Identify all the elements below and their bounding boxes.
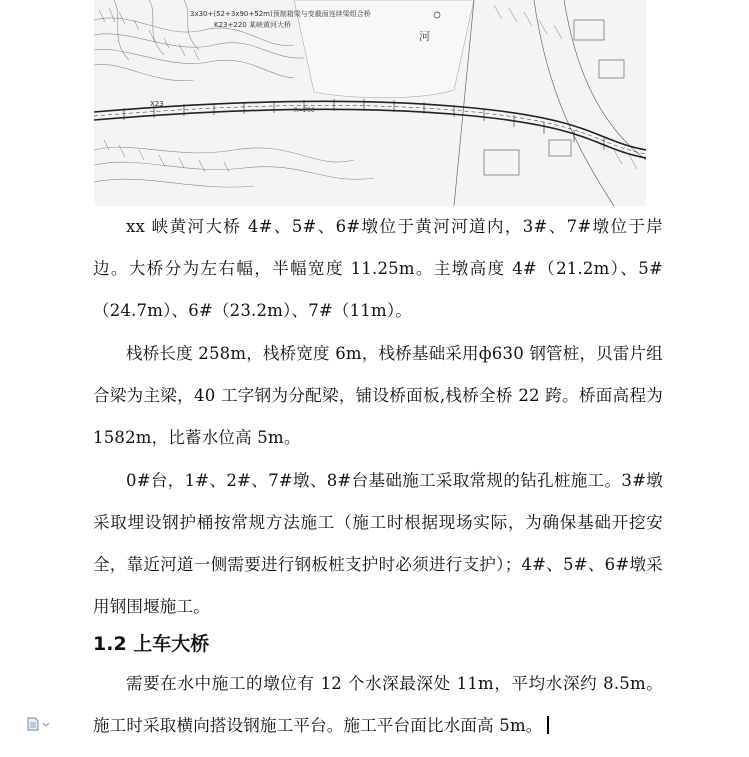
map-label-x23: X23 [150, 100, 164, 108]
map-label-bridge-name: K23+220 某峡黄河大桥 [214, 21, 291, 29]
text-cursor [547, 716, 549, 734]
paragraph-trestle: 栈桥长度 258m，栈桥宽度 6m，栈桥基础采用ф630 钢管桩，贝雷片组合梁为主梁，40 工字钢为分配梁，铺设桥面板,栈桥全桥 22 跨。桥面高程为 1582m，比蓄水位高 5m。 [93, 344, 663, 447]
section-heading: 1.2 上车大桥 [93, 633, 210, 655]
map-label-bridge-type: 3x30+(52+3x90+52m)预制箱梁与变截面连续梁组合桥 [190, 10, 371, 18]
paragraph-bridge-piers: xx 峡黄河大桥 4#、5#、6#墩位于黄河河道内，3#、7#墩位于岸边。大桥分为左右幅，半幅宽度 11.25m。主墩高度 4#（21.2m）、5#（24.7m）、6#（23.2m）、7#（11m）。 [93, 217, 663, 320]
paragraph-water-piers [93, 663, 663, 747]
map-label-radius: R=700 [294, 107, 315, 114]
map-label-river: 河 [419, 30, 430, 43]
paragraph-foundation: 0#台，1#、2#、7#墩、8#台基础施工采取常规的钻孔桩施工。3#墩采取埋设钢护桶按常规方法施工（施工时根据现场实际，为确保基础开挖安全，靠近河道一侧需要进行钢板桩支护时必须进行支护）；4#、5#、6#墩采用钢围堰施工。 [93, 471, 663, 616]
bridge-site-map [94, 0, 646, 206]
paste-options-icon[interactable] [27, 716, 51, 730]
paragraph-water-piers-text: 需要在水中施工的墩位有 12 个水深最深处 11m，平均水深约 8.5m。施工时采取横向搭设钢施工平台。施工平台面比水面高 5m。 [93, 674, 663, 735]
